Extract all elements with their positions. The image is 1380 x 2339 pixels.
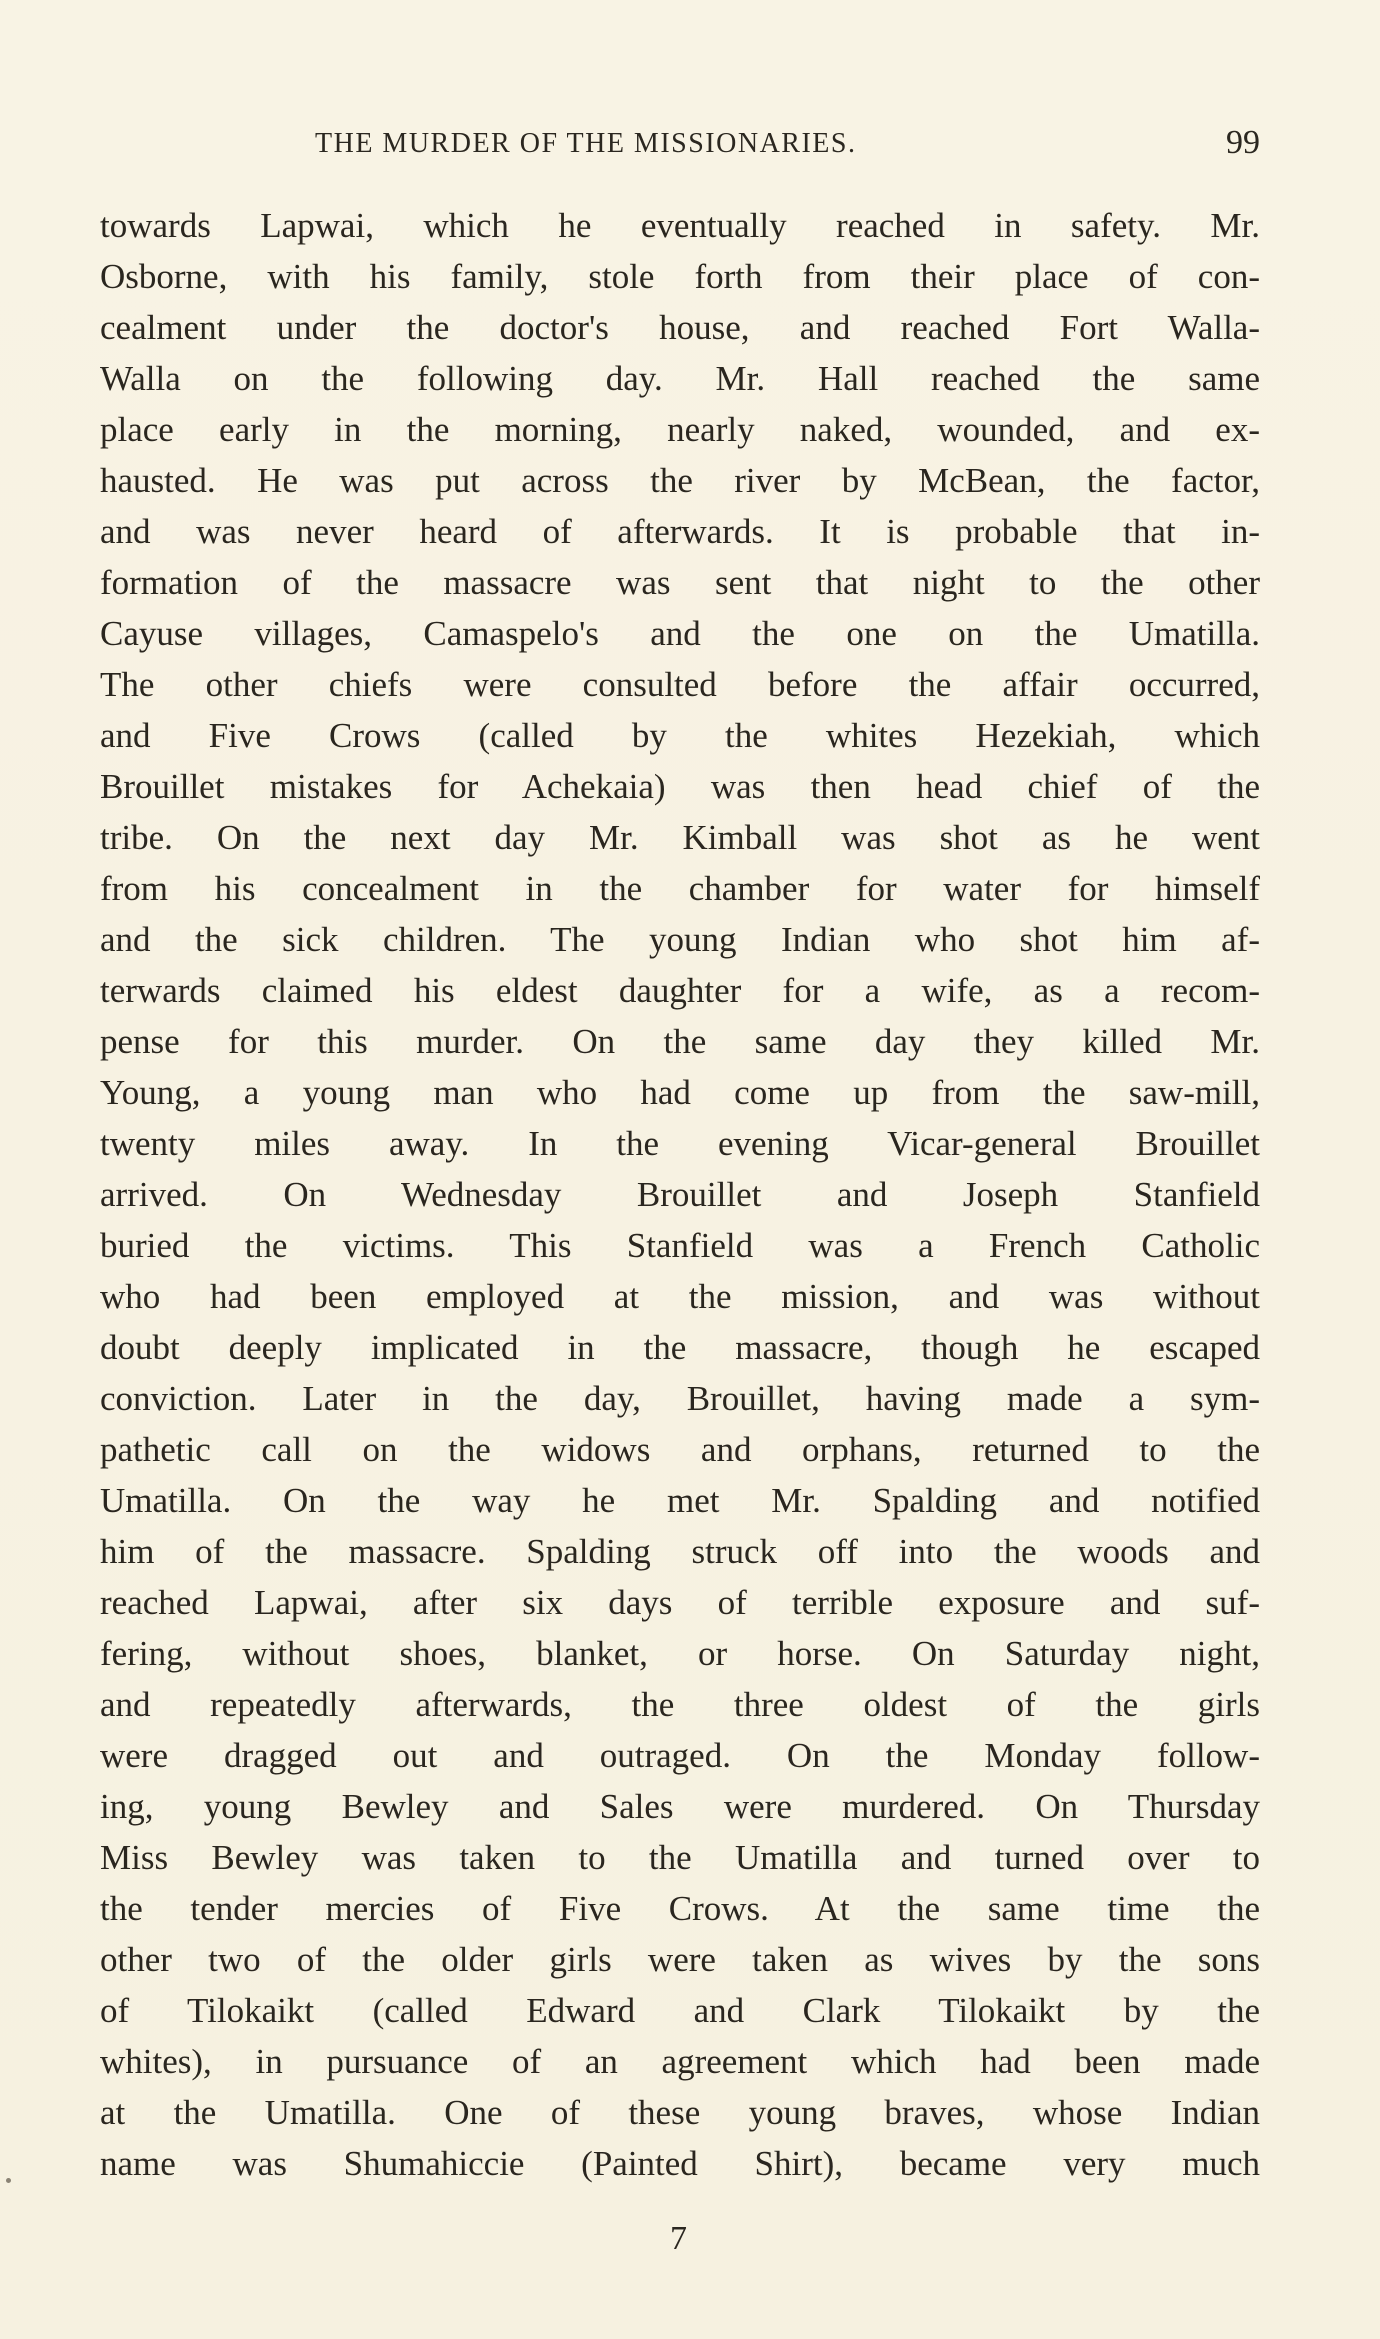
text-line: conviction. Later in the day, Brouillet, having made a sym- bbox=[100, 1379, 1260, 1418]
text-line: buried the victims. This Stanfield was a French Catholic bbox=[100, 1226, 1260, 1265]
text-line: him of the massacre. Spalding struck off into the woods and bbox=[100, 1532, 1260, 1571]
text-line: hausted. He was put across the river by McBean, the factor, bbox=[100, 461, 1260, 500]
text-line: pense for this murder. On the same day they killed Mr. bbox=[100, 1022, 1260, 1061]
text-line: at the Umatilla. One of these young braves, whose Indian bbox=[100, 2093, 1260, 2132]
text-line: tribe. On the next day Mr. Kimball was shot as he went bbox=[100, 818, 1260, 857]
text-line: the tender mercies of Five Crows. At the same time the bbox=[100, 1889, 1260, 1928]
text-line: Walla on the following day. Mr. Hall reached the same bbox=[100, 359, 1260, 398]
text-line: and Five Crows (called by the whites Hezekiah, which bbox=[100, 716, 1260, 755]
text-line: whites), in pursuance of an agreement which had been made bbox=[100, 2042, 1260, 2081]
text-line: Umatilla. On the way he met Mr. Spalding and notified bbox=[100, 1481, 1260, 1520]
signature-mark: 7 bbox=[670, 2220, 687, 2257]
text-line: doubt deeply implicated in the massacre, though he escaped bbox=[100, 1328, 1260, 1367]
text-line: pathetic call on the widows and orphans, returned to the bbox=[100, 1430, 1260, 1469]
text-line: Brouillet mistakes for Achekaia) was then head chief of the bbox=[100, 767, 1260, 806]
text-line: and was never heard of afterwards. It is probable that in- bbox=[100, 512, 1260, 551]
text-line: terwards claimed his eldest daughter for a wife, as a recom- bbox=[100, 971, 1260, 1010]
text-line: reached Lapwai, after six days of terrible exposure and suf- bbox=[100, 1583, 1260, 1622]
text-line: other two of the older girls were taken as wives by the sons bbox=[100, 1940, 1260, 1979]
text-line: cealment under the doctor's house, and reached Fort Walla- bbox=[100, 308, 1260, 347]
running-head bbox=[100, 124, 1260, 178]
text-line: twenty miles away. In the evening Vicar-general Brouillet bbox=[100, 1124, 1260, 1163]
text-line: and repeatedly afterwards, the three oldest of the girls bbox=[100, 1685, 1260, 1724]
page-number: 99 bbox=[1226, 124, 1260, 161]
text-line: name was Shumahiccie (Painted Shirt), became very much bbox=[100, 2144, 1260, 2183]
text-line: formation of the massacre was sent that night to the other bbox=[100, 563, 1260, 602]
text-line: from his concealment in the chamber for water for himself bbox=[100, 869, 1260, 908]
text-line: ing, young Bewley and Sales were murdered. On Thursday bbox=[100, 1787, 1260, 1826]
text-line: Cayuse villages, Camaspelo's and the one on the Umatilla. bbox=[100, 614, 1260, 653]
body-text bbox=[100, 200, 1260, 2189]
text-line: Miss Bewley was taken to the Umatilla and turned over to bbox=[100, 1838, 1260, 1877]
text-line: of Tilokaikt (called Edward and Clark Tilokaikt by the bbox=[100, 1991, 1260, 2030]
text-line: Young, a young man who had come up from the saw-mill, bbox=[100, 1073, 1260, 1112]
text-line: place early in the morning, nearly naked, wounded, and ex- bbox=[100, 410, 1260, 449]
text-line: towards Lapwai, which he eventually reached in safety. Mr. bbox=[100, 206, 1260, 245]
text-line: fering, without shoes, blanket, or horse. On Saturday night, bbox=[100, 1634, 1260, 1673]
text-line: who had been employed at the mission, and was without bbox=[100, 1277, 1260, 1316]
text-line: and the sick children. The young Indian who shot him af- bbox=[100, 920, 1260, 959]
text-line: The other chiefs were consulted before the affair occurred, bbox=[100, 665, 1260, 704]
text-line: Osborne, with his family, stole forth from their place of con- bbox=[100, 257, 1260, 296]
text-line: were dragged out and outraged. On the Monday follow- bbox=[100, 1736, 1260, 1775]
paper-speck bbox=[6, 2178, 11, 2183]
running-title: THE MURDER OF THE MISSIONARIES. bbox=[315, 128, 857, 159]
text-line: arrived. On Wednesday Brouillet and Joseph Stanfield bbox=[100, 1175, 1260, 1214]
